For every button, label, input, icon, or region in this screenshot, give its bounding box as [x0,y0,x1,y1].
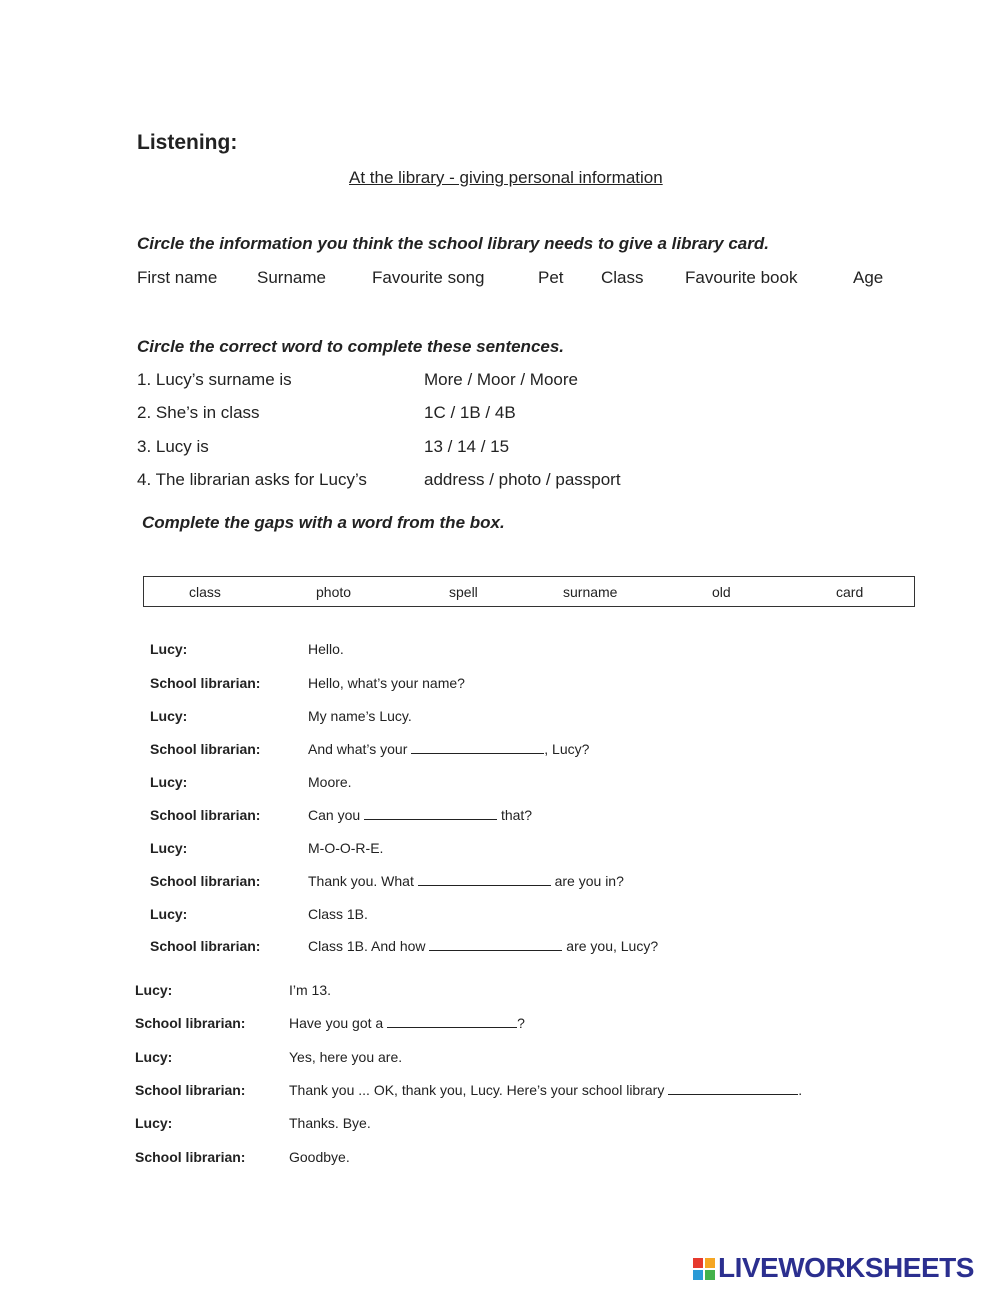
option-surname[interactable]: Surname [257,268,326,287]
dialogue-line: I’m 13. [289,982,332,998]
dialogue-speaker: School librarian: [150,741,261,757]
word-box-item: photo [316,584,352,600]
dialogue-text: And what’s your [308,741,408,757]
dialogue-speaker: Lucy: [150,708,188,724]
question-prompt: 4. The librarian asks for Lucy’s [137,470,367,489]
dialogue-speaker: Lucy: [150,774,188,790]
dialogue-text: , Lucy? [544,741,590,757]
option-favourite-song[interactable]: Favourite song [372,268,485,287]
dialogue-line [308,807,532,823]
question-prompt: 1. Lucy’s surname is [137,370,292,389]
question-choices[interactable]: More / Moor / Moore [424,370,578,389]
answer-gap[interactable] [411,741,544,754]
subtitle: At the library - giving personal information [349,168,663,187]
dialogue-speaker: School librarian: [150,873,261,889]
dialogue-speaker: Lucy: [135,1115,173,1131]
dialogue-line [308,938,658,954]
answer-gap[interactable] [429,938,562,951]
dialogue-text: Have you got a [289,1015,384,1031]
dialogue-text: Thank you. What [308,873,414,889]
dialogue-speaker: School librarian: [135,1015,246,1031]
word-box-item: surname [563,584,618,600]
section1-instruction: Circle the information you think the school library needs to give a library card. [137,234,769,253]
option-class[interactable]: Class [601,268,644,287]
dialogue-speaker: Lucy: [150,906,188,922]
dialogue-speaker: Lucy: [135,982,173,998]
dialogue-text: are you in? [554,873,624,889]
page-title: Listening: [137,131,238,154]
question-choices[interactable]: 1C / 1B / 4B [424,403,516,422]
dialogue-speaker: Lucy: [150,641,188,657]
answer-gap[interactable] [387,1015,517,1028]
option-favourite-book[interactable]: Favourite book [685,268,798,287]
dialogue-line: Thanks. Bye. [289,1115,371,1131]
dialogue-text: Thank you ... OK, thank you, Lucy. Here’s your school library [289,1082,665,1098]
dialogue-text: Can you [308,807,361,823]
dialogue-text: . [798,1082,803,1098]
dialogue-speaker: School librarian: [150,675,261,691]
section2-instruction: Circle the correct word to complete these sentences. [137,337,565,356]
dialogue-text: that? [500,807,533,823]
word-box-item: class [189,584,221,600]
section3-instruction: Complete the gaps with a word from the box. [142,513,505,532]
dialogue-line: Moore. [308,774,352,790]
dialogue-speaker: School librarian: [135,1149,246,1165]
question-choices[interactable]: address / photo / passport [424,470,621,489]
answer-gap[interactable] [364,807,497,820]
answer-gap[interactable] [668,1082,798,1095]
dialogue-line: M-O-O-R-E. [308,840,384,856]
word-box-item: old [712,584,731,600]
option-first-name[interactable]: First name [137,268,218,287]
dialogue-speaker: School librarian: [135,1082,246,1098]
dialogue-text: are you, Lucy? [566,938,659,954]
dialogue-line: Hello. [308,641,344,657]
dialogue-line [308,741,589,757]
word-box-item: card [836,584,864,600]
dialogue-speaker: School librarian: [150,807,261,823]
question-choices[interactable]: 13 / 14 / 15 [424,437,510,456]
word-box [143,576,915,607]
dialogue-line: My name’s Lucy. [308,708,412,724]
dialogue-speaker: Lucy: [150,840,188,856]
dialogue-line: Yes, here you are. [289,1049,403,1065]
dialogue-speaker: School librarian: [150,938,261,954]
word-box-item: spell [449,584,478,600]
logo-icon [693,1258,715,1280]
answer-gap[interactable] [418,873,551,886]
option-age[interactable]: Age [853,268,884,287]
dialogue-line: Goodbye. [289,1149,350,1165]
option-pet[interactable]: Pet [538,268,564,287]
question-prompt: 2. She’s in class [137,403,260,422]
dialogue-line: Class 1B. [308,906,368,922]
logo-text: LIVEWORKSHEETS [718,1252,974,1283]
dialogue-text: Class 1B. And how [308,938,426,954]
question-prompt: 3. Lucy is [137,437,209,456]
dialogue-line [308,873,624,889]
dialogue-text: ? [517,1015,525,1031]
dialogue-line: Hello, what’s your name? [308,675,465,691]
dialogue-speaker: Lucy: [135,1049,173,1065]
dialogue-line [289,1015,525,1031]
dialogue-line [289,1082,802,1098]
